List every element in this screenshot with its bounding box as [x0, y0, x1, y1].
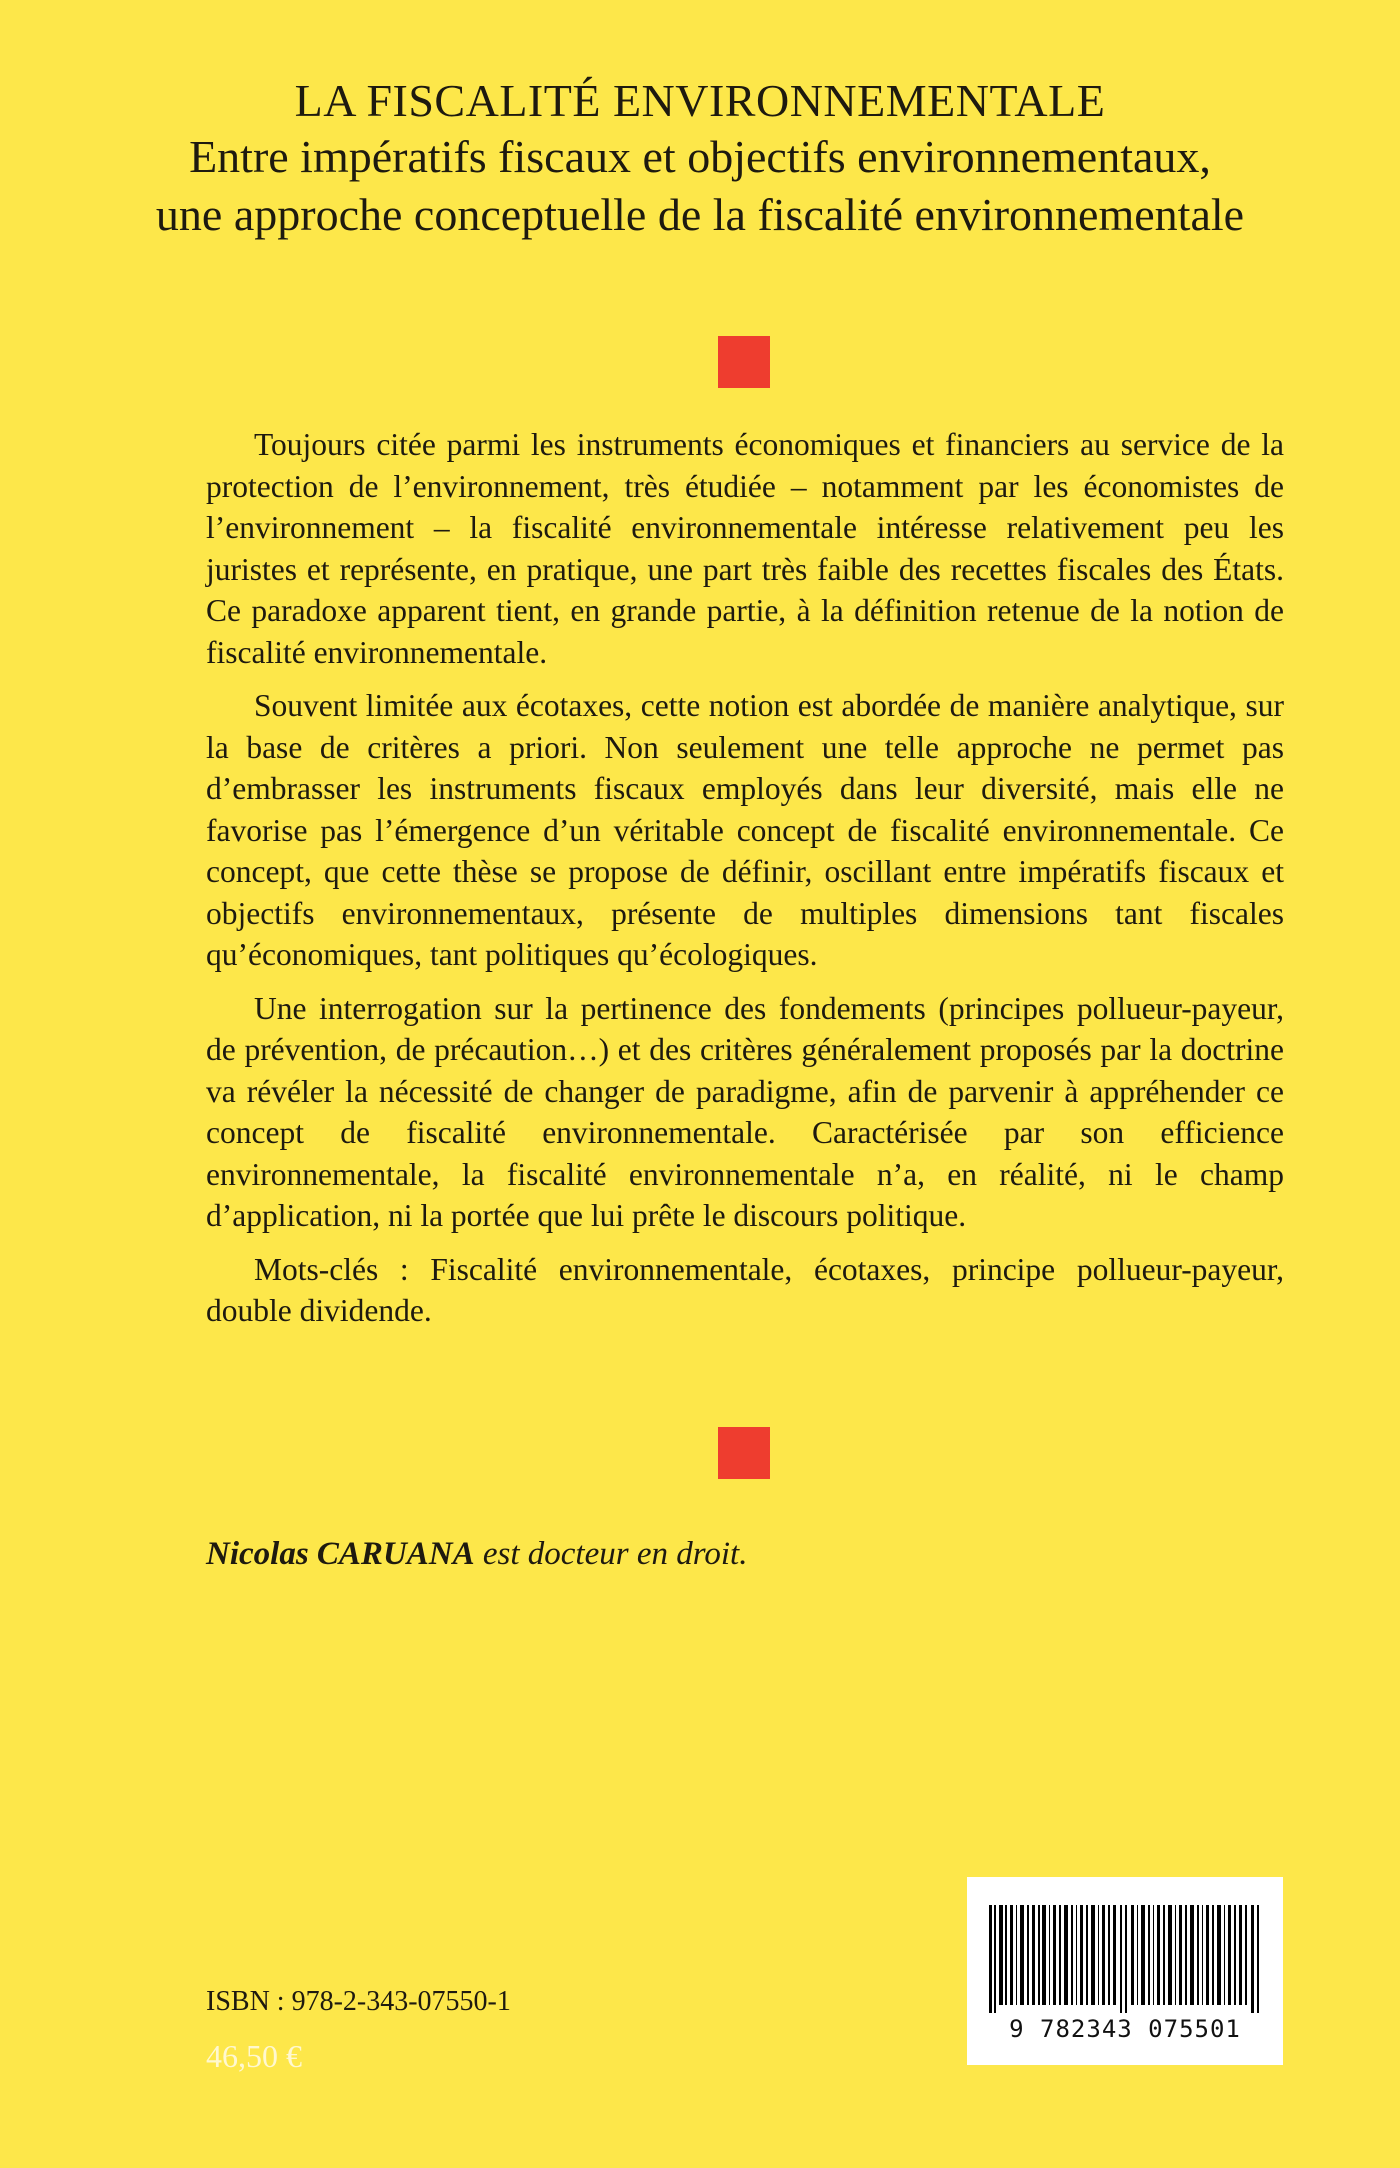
- blurb-paragraph-1: Toujours citée parmi les instruments économiques et financiers au service de la protection de l’environnement, très étudiée – notamment par les économistes de l’environnement – la fiscalité environnementale intéresse relativement peu les juristes et représente, en pratique, une part très faible des recettes fiscales des États. Ce paradoxe apparent tient, en grande partie, à la définition retenue de la notion de fiscalité environnementale.: [206, 427, 1284, 670]
- blurb-paragraph-3: Une interrogation sur la pertinence des fondements (principes pollueur-payeur, de prévention, de précaution…) et des critères généralement proposés par la doctrine va révéler la nécessité de changer de paradigme, afin de parvenir à appréhender ce concept de fiscalité environnementale. Caractérisée par son efficience environnementale, la fiscalité environnementale n’a, en réalité, ni le champ d’application, ni la portée que lui prête le discours politique.: [206, 990, 1284, 1233]
- author-name: Nicolas CARUANA: [206, 1536, 475, 1572]
- book-subtitle-line-2: une approche conceptuelle de la fiscalité environnementale: [155, 189, 1245, 240]
- keywords-paragraph: Mots-clés : Fiscalité environnementale, écotaxes, principe pollueur-payeur, double dividende.: [206, 1251, 1284, 1328]
- red-square-ornament-top: [718, 336, 770, 388]
- book-subtitle-line-1: Entre impératifs fiscaux et objectifs environnementaux,: [189, 131, 1211, 182]
- price-text: 46,50 €: [206, 2038, 302, 2074]
- barcode-box: [967, 1877, 1283, 2065]
- isbn-text: ISBN : 978-2-343-07550-1: [206, 1986, 511, 2017]
- author-bio: est docteur en droit.: [474, 1536, 748, 1572]
- book-title: LA FISCALITÉ ENVIRONNEMENTALE: [294, 75, 1106, 126]
- blurb-text: [206, 424, 1284, 1344]
- title-block: [120, 74, 1280, 244]
- author-line: [206, 1534, 747, 1574]
- red-square-ornament-bottom: [718, 1427, 770, 1479]
- blurb-paragraph-2: Souvent limitée aux écotaxes, cette notion est abordée de manière analytique, sur la base de critères a priori. Non seulement une telle approche ne permet pas d’embrasser les instruments fiscaux employés dans leur diversité, mais elle ne favorise pas l’émergence d’un véritable concept de fiscalité environnementale. Ce concept, que cette thèse se propose de définir, oscillant entre impératifs fiscaux et objectifs environnementaux, présente de multiples dimensions tant fiscales qu’économiques, tant politiques qu’écologiques.: [206, 688, 1284, 972]
- barcode-icon: [985, 1905, 1265, 2013]
- barcode-digits: 9 782343 075501: [1009, 2015, 1241, 2043]
